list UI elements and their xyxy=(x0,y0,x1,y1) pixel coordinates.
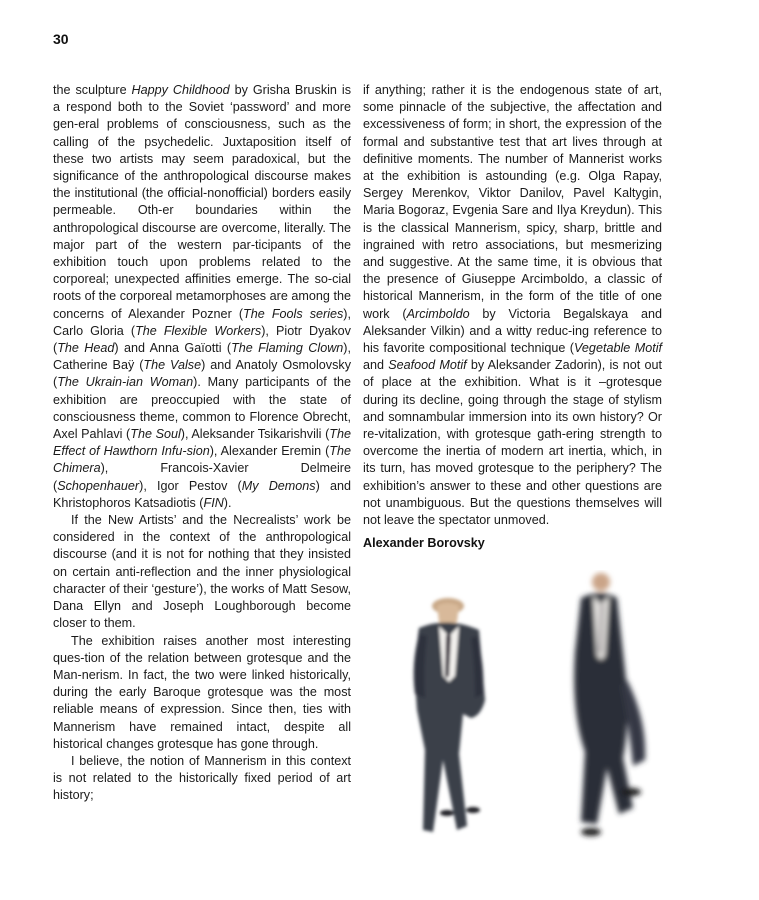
text-run: ) and Khristophoros Katsadiotis ( xyxy=(53,478,351,510)
article-paragraph xyxy=(363,82,662,529)
text-run: The exhibition raises another most interesting ques-tion of the relation between grotesque and the Man-nerism. In fact, the two were linked historically, during the early Baroque grotesque was the most reliable means of expression. Since then, ties with Mannerism have remained intact, despite all historical changes grotesque has gone through. xyxy=(53,633,351,751)
work-title: The Ukrain-ian Woman xyxy=(57,375,194,390)
text-run: ). xyxy=(223,495,232,510)
text-run: If the New Artists’ and the Necrealists’ work be considered in the context of the anthropological discourse (and it is not for nothing that they insisted on certain anti-reflection and the inner physiological character of their ‘gesture’), the works of Matt Sesow, Dana Ellyn and Joseph Loughborough become closer to them. xyxy=(53,513,351,631)
text-run: I believe, the notion of Mannerism in this context is not related to the historically fixed period of art history; xyxy=(53,753,351,803)
text-run: and xyxy=(363,358,389,373)
artwork-illustration xyxy=(395,570,665,850)
text-run: ) and Anna Gaïotti ( xyxy=(114,341,232,356)
text-run: ), Francois-Xavier Delmeire ( xyxy=(53,461,351,493)
text-run: ), Carlo Gloria ( xyxy=(53,306,351,338)
article-paragraph xyxy=(53,82,351,512)
work-title: The Chimera xyxy=(53,444,351,476)
article-paragraph xyxy=(53,512,351,632)
text-run: ), Piotr Dyakov ( xyxy=(53,323,351,356)
text-run: the sculpture xyxy=(53,83,132,97)
work-title: Schopenhauer xyxy=(57,478,140,493)
text-run: by Grisha Bruskin is a respond both to the Soviet ‘password’ and more gen-eral problems of consciousness, such as the calling of the psychedelic. Juxtaposition itself of these two artists may seem paradoxical, but the significance of the anthropological discourse makes the institutional (the official-nonofficial) borders easily permeable. Oth-er boundaries within the anthropological discourse are overcome, literally. The major part of the western par-ticipants of the exhibition touch upon problems related to the corporeal; unexpected affinities emerge. The so-cial roots of the corporeal metamorphoses are among the concerns of Alexander Pozner ( xyxy=(53,83,351,321)
left-suited-figure xyxy=(414,598,485,832)
right-text-column xyxy=(363,82,662,529)
work-title: Arcimboldo xyxy=(406,306,470,321)
work-title: The Effect of Hawthorn Infu-sion xyxy=(53,427,351,459)
work-title: Seafood Motif xyxy=(388,358,467,373)
page-number: 30 xyxy=(53,31,69,47)
work-title: The Flaming Clown xyxy=(231,341,344,356)
text-run: ), Catherine Baÿ ( xyxy=(53,341,351,373)
text-run: ), Igor Pestov ( xyxy=(139,478,242,493)
right-suited-figure xyxy=(574,573,645,836)
work-title: The Head xyxy=(57,341,115,356)
work-title: The Flexible Workers xyxy=(135,323,262,338)
work-title: Vegetable Motif xyxy=(574,341,662,356)
work-title: The Soul xyxy=(130,427,181,442)
text-run: ), Aleksander Tsikarishvili ( xyxy=(180,427,330,442)
text-run: ) and Anatoly Osmolovsky ( xyxy=(53,358,351,390)
work-title: Happy Childhood xyxy=(131,83,230,97)
left-text-column xyxy=(53,82,351,805)
text-run: ), Alexander Eremin ( xyxy=(209,444,330,459)
work-title: My Demons xyxy=(241,478,316,493)
text-run: ). Many participants of the exhibition are preoccupied with the state of consciousness theme, common to Florence Obrecht, Axel Pahlavi ( xyxy=(53,375,351,442)
text-run: by Victoria Begalskaya and Aleksander Vilkin) and a witty reduc-ing reference to his favorite compositional technique ( xyxy=(363,306,662,356)
author-signature: Alexander Borovsky xyxy=(363,536,485,550)
text-run: by Aleksander Zadorin), is not out of place at the exhibition. What is it –grotesque during its decline, going through the stage of stylism and somnambular immersion into its own history? Or re-vitalization, with grotesque gath-ering strength to overcome the inertia of modern art inertia, which, in its turn, has moved grotesque to the periphery? The exhibition’s answer to these and other questions are not unambiguous. But the questions themselves will not leave the spectator unmoved. xyxy=(363,358,662,528)
article-paragraph xyxy=(53,753,351,805)
article-paragraph xyxy=(53,633,351,753)
text-run: if anything; rather it is the endogenous state of art, some pinnacle of the subjective, the affectation and excessiveness of form; in short, the expression of the formal and substantive test that art lives through at definitive moments. The number of Mannerist works at the exhibition is astounding (e.g. Olga Rapay, Sergey Merenkov, Viktor Danilov, Pavel Kaltygin, Maria Bogoraz, Evgenia Sare and Ilya Kreydun). This is the classical Mannerism, spicy, sharp, brittle and ingrained with retro associations, but mesmerizing and suggestive. At the same time, it is obvious that the presence of Giuseppe Arcimboldo, a classic of historical Mannerism, in the form of the title of one work ( xyxy=(363,83,662,321)
work-title: The Fools series xyxy=(243,306,344,321)
work-title: FIN xyxy=(203,495,224,510)
work-title: The Valse xyxy=(143,358,202,373)
